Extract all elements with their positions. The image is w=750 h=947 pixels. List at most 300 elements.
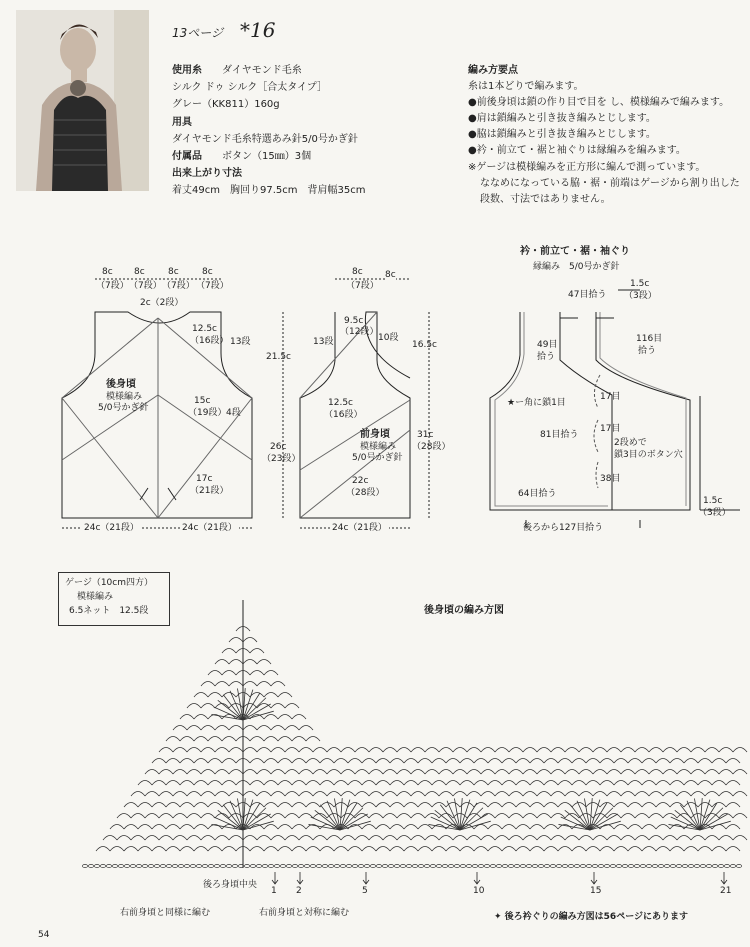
chain-loop <box>432 803 446 808</box>
edging-pick-47: 47目拾う <box>568 290 607 300</box>
foundation-chain <box>706 864 711 867</box>
row-arrow <box>591 872 597 884</box>
foundation-chain <box>172 864 177 867</box>
chain-loop <box>649 792 663 797</box>
chain-loop <box>292 759 306 764</box>
chain-loop <box>642 825 656 830</box>
chain-loop <box>236 671 250 676</box>
front-rows-13: 13段 <box>313 337 334 347</box>
chain-loop <box>271 682 285 687</box>
chain-loop <box>383 770 397 775</box>
edging-n17b: 17目 <box>600 424 621 434</box>
chain-loop <box>677 792 691 797</box>
chain-loop <box>187 704 201 709</box>
chain-loop <box>600 847 614 852</box>
chain-loop <box>348 847 362 852</box>
chain-loop <box>635 770 649 775</box>
edging-title: 衿・前立て・裾・袖ぐり <box>520 246 630 257</box>
foundation-chain <box>190 864 195 867</box>
chain-loop <box>208 671 222 676</box>
chain-loop <box>250 671 264 676</box>
back-shoulder-rows: （16段） <box>190 336 229 346</box>
chain-loop <box>278 737 292 742</box>
chain-loop <box>159 770 173 775</box>
chain-loop <box>327 770 341 775</box>
foundation-chain <box>736 864 741 867</box>
chain-loop <box>530 847 544 852</box>
foundation-chain <box>136 864 141 867</box>
chain-loop <box>243 660 257 665</box>
chain-loop <box>579 770 593 775</box>
row-arrow <box>721 872 727 884</box>
foundation-chain <box>244 864 249 867</box>
foundation-chain <box>340 864 345 867</box>
foundation-chain <box>538 864 543 867</box>
chain-loop <box>166 737 180 742</box>
chain-loop <box>362 825 376 830</box>
chain-loop <box>341 770 355 775</box>
edging-from-back: 後ろから127目拾う <box>523 523 604 533</box>
chain-loop <box>691 836 705 841</box>
chain-loop <box>733 814 747 819</box>
foundation-chain <box>502 864 507 867</box>
chain-loop <box>530 781 544 786</box>
chain-loop <box>460 847 474 852</box>
foundation-chain <box>496 864 501 867</box>
chain-loop <box>145 814 159 819</box>
chain-loop <box>691 770 705 775</box>
chain-loop <box>362 803 376 808</box>
chain-loop <box>201 682 215 687</box>
chain-loop <box>614 847 628 852</box>
foundation-chain <box>730 864 735 867</box>
chain-loop <box>726 781 740 786</box>
foundation-chain <box>364 864 369 867</box>
chain-loop <box>299 792 313 797</box>
chain-loop <box>684 781 698 786</box>
chain-loop <box>726 803 740 808</box>
chain-loop <box>138 825 152 830</box>
chain-loop <box>628 847 642 852</box>
pattern-number: *16 <box>240 18 276 42</box>
foundation-chain <box>514 864 519 867</box>
chain-loop <box>152 759 166 764</box>
chain-loop <box>712 847 726 852</box>
chain-loop <box>376 803 390 808</box>
chain-loop <box>488 759 502 764</box>
chain-loop <box>201 770 215 775</box>
chain-loop <box>733 836 747 841</box>
howto-title: 編み方要点 <box>468 65 518 76</box>
chain-loop <box>250 759 264 764</box>
foundation-chain <box>526 864 531 867</box>
back-rows-4: 4段 <box>226 408 241 418</box>
chain-loop <box>124 825 138 830</box>
chain-loop <box>502 759 516 764</box>
chain-loop <box>621 836 635 841</box>
chain-loop <box>320 781 334 786</box>
front-rows-10: 10段 <box>378 333 399 343</box>
chain-loop <box>229 748 243 753</box>
foundation-chain <box>130 864 135 867</box>
foundation-chain <box>166 864 171 867</box>
chain-loop <box>278 759 292 764</box>
chain-loop <box>453 748 467 753</box>
foundation-chain <box>634 864 639 867</box>
foundation-chain <box>280 864 285 867</box>
chain-loop <box>292 781 306 786</box>
chain-loop <box>684 759 698 764</box>
chain-loop <box>404 759 418 764</box>
chain-loop <box>663 814 677 819</box>
chain-loop <box>663 836 677 841</box>
chain-loop <box>572 781 586 786</box>
chain-loop <box>432 781 446 786</box>
foundation-chain <box>574 864 579 867</box>
chain-loop <box>719 770 733 775</box>
chain-loop <box>649 770 663 775</box>
chain-loop <box>733 770 747 775</box>
foundation-chain <box>676 864 681 867</box>
chain-loop <box>313 770 327 775</box>
edging-width-top-rows: （3段） <box>624 291 657 301</box>
chain-loop <box>215 660 229 665</box>
back-bottom-left: 24c（21段） <box>84 523 139 533</box>
row-arrow <box>272 872 278 884</box>
chain-loop <box>215 748 229 753</box>
chain-loop <box>187 792 201 797</box>
chain-loop <box>334 759 348 764</box>
chain-loop <box>348 759 362 764</box>
chain-loop <box>635 836 649 841</box>
edging-pick-116b: 拾う <box>638 346 657 356</box>
chain-loop <box>271 726 285 731</box>
gauge-value: 6.5ネット 12.5段 <box>69 606 149 616</box>
chain-loop <box>138 803 152 808</box>
foundation-chain <box>580 864 585 867</box>
chain-loop <box>446 847 460 852</box>
chain-loop <box>306 781 320 786</box>
chain-loop <box>418 803 432 808</box>
chain-loop <box>271 770 285 775</box>
chart-legend-right: 右前身頃と対称に編む <box>259 908 350 918</box>
chain-loop <box>544 803 558 808</box>
chain-loop <box>306 803 320 808</box>
chain-loop <box>180 759 194 764</box>
foundation-chain <box>622 864 627 867</box>
gauge-title: ゲージ（10cm四方） <box>65 578 153 588</box>
chain-loop <box>362 759 376 764</box>
chain-loop <box>663 748 677 753</box>
chain-loop <box>614 825 628 830</box>
edging-width-bottom-rows: （3段） <box>698 508 731 518</box>
chain-loop <box>488 803 502 808</box>
chain-loop <box>229 638 243 643</box>
chain-loop <box>376 759 390 764</box>
chain-loop <box>397 792 411 797</box>
foundation-chain <box>316 864 321 867</box>
foundation-chain <box>442 864 447 867</box>
chain-loop <box>187 748 201 753</box>
back-body-needle: 5/0号かぎ針 <box>98 403 149 413</box>
edging-pick-49: 49目 <box>537 340 558 350</box>
chain-loop <box>600 759 614 764</box>
chain-loop <box>201 748 215 753</box>
chain-loop <box>173 814 187 819</box>
foundation-chain <box>346 864 351 867</box>
chain-loop <box>726 847 740 852</box>
chain-loop <box>565 836 579 841</box>
chain-loop <box>656 759 670 764</box>
foundation-chain <box>124 864 129 867</box>
back-body-stitch: 模様編み <box>106 392 143 402</box>
chain-loop <box>355 770 369 775</box>
chain-loop <box>516 825 530 830</box>
foundation-chain <box>376 864 381 867</box>
chain-loop <box>292 715 306 720</box>
chain-loop <box>509 814 523 819</box>
row-arrow <box>363 872 369 884</box>
chain-loop <box>593 748 607 753</box>
chain-loop <box>537 770 551 775</box>
foundation-chain <box>184 864 189 867</box>
chain-loop <box>327 748 341 753</box>
chain-loop <box>558 847 572 852</box>
chain-loop <box>222 649 236 654</box>
back-total-height-rows: （23段） <box>262 454 301 464</box>
chain-loop <box>530 803 544 808</box>
foundation-chain <box>628 864 633 867</box>
chain-loop <box>523 792 537 797</box>
howto-step: ●前後身頃は鎖の作り目で目を し、模様編みで編みます。 <box>468 97 730 108</box>
chain-loop <box>278 847 292 852</box>
foundation-chain <box>544 864 549 867</box>
chain-loop <box>523 836 537 841</box>
foundation-chain <box>460 864 465 867</box>
back-top-width: 8c <box>134 267 145 277</box>
front-body-title: 前身頃 <box>360 429 390 440</box>
chain-loop <box>194 781 208 786</box>
chain-loop <box>411 792 425 797</box>
foundation-chain <box>646 864 651 867</box>
chain-loop <box>565 770 579 775</box>
chain-loop <box>404 825 418 830</box>
chain-loop <box>719 748 733 753</box>
foundation-chain <box>310 864 315 867</box>
page-number: 54 <box>38 930 50 940</box>
back-bottom: 17c <box>196 474 213 484</box>
chain-loop <box>642 847 656 852</box>
chain-loop <box>264 737 278 742</box>
back-top-width: 8c <box>202 267 213 277</box>
back-bottom-rows: （21段） <box>190 486 229 496</box>
chain-loop <box>418 781 432 786</box>
chain-loop <box>313 836 327 841</box>
chain-loop <box>159 748 173 753</box>
chain-loop <box>166 781 180 786</box>
back-top-rows: （7段） <box>96 281 129 291</box>
foundation-chain <box>508 864 513 867</box>
foundation-chain <box>700 864 705 867</box>
back-top-width: 8c <box>168 267 179 277</box>
chain-loop <box>467 770 481 775</box>
foundation-chain <box>712 864 717 867</box>
chain-loop <box>390 825 404 830</box>
chain-loop <box>474 759 488 764</box>
chain-loop <box>208 693 222 698</box>
back-top-rows: （7段） <box>196 281 229 291</box>
foundation-chain <box>334 864 339 867</box>
chain-loop <box>194 825 208 830</box>
chain-loop <box>229 726 243 731</box>
chain-loop <box>355 836 369 841</box>
edging-width-bottom: 1.5c <box>703 496 723 506</box>
chain-loop <box>285 704 299 709</box>
chain-loop <box>586 781 600 786</box>
chain-loop <box>187 814 201 819</box>
foundation-chain <box>196 864 201 867</box>
back-bottom-right: 24c（21段） <box>182 523 237 533</box>
row-number: 15 <box>590 886 602 896</box>
howto-step: ●脇は鎖編みと引き抜き編みとじします。 <box>468 129 656 140</box>
chain-loop <box>187 726 201 731</box>
chain-loop <box>425 836 439 841</box>
page-ref: 13ページ <box>172 26 224 40</box>
chain-loop <box>390 847 404 852</box>
row-number: 1 <box>271 886 277 896</box>
front-bottom-rows: （28段） <box>346 488 385 498</box>
chain-loop <box>229 792 243 797</box>
chain-loop <box>222 781 236 786</box>
chain-loop <box>537 792 551 797</box>
chain-loop <box>551 814 565 819</box>
chain-loop <box>698 781 712 786</box>
chart-title: 後身頃の編み方図 <box>424 605 504 616</box>
chain-loop <box>712 803 726 808</box>
chain-loop <box>145 792 159 797</box>
chain-loop <box>425 770 439 775</box>
chain-loop <box>376 847 390 852</box>
chain-loop <box>628 781 642 786</box>
chain-loop <box>215 770 229 775</box>
chain-loop <box>719 836 733 841</box>
chain-loop <box>264 825 278 830</box>
back-total-height: 26c <box>270 442 287 452</box>
chain-loop <box>404 781 418 786</box>
chain-loop <box>166 759 180 764</box>
chain-loop <box>320 847 334 852</box>
chain-loop <box>376 781 390 786</box>
row-number: 2 <box>296 886 302 896</box>
chain-loop <box>313 792 327 797</box>
chain-loop <box>579 792 593 797</box>
chain-loop <box>593 836 607 841</box>
foundation-chain <box>652 864 657 867</box>
yarn-name: シルク ドゥ シルク［合太タイプ］ <box>172 82 328 93</box>
chain-loop <box>663 792 677 797</box>
chain-loop <box>502 825 516 830</box>
chain-loop <box>173 836 187 841</box>
chain-loop <box>152 803 166 808</box>
chain-loop <box>250 847 264 852</box>
edging-width-top: 1.5c <box>630 279 650 289</box>
chain-loop <box>425 792 439 797</box>
foundation-chain <box>262 864 267 867</box>
chain-loop <box>509 748 523 753</box>
chain-loop <box>614 781 628 786</box>
chain-loop <box>628 803 642 808</box>
chain-loop <box>544 759 558 764</box>
foundation-chain <box>610 864 615 867</box>
chain-loop <box>488 781 502 786</box>
chain-loop <box>495 836 509 841</box>
edging-pick-116: 116目 <box>636 334 663 344</box>
chain-loop <box>425 748 439 753</box>
foundation-chain <box>598 864 603 867</box>
foundation-chain <box>292 864 297 867</box>
chain-loop <box>621 814 635 819</box>
foundation-chain <box>436 864 441 867</box>
chain-loop <box>635 748 649 753</box>
foundation-chain <box>142 864 147 867</box>
chain-loop <box>614 759 628 764</box>
chain-loop <box>530 759 544 764</box>
chain-loop <box>257 660 271 665</box>
chain-loop <box>642 781 656 786</box>
chain-loop <box>110 825 124 830</box>
yarn-label: 使用糸 <box>172 65 202 76</box>
chain-loop <box>705 836 719 841</box>
foundation-chain <box>670 864 675 867</box>
foundation-chain <box>88 864 93 867</box>
chain-loop <box>495 770 509 775</box>
chain-loop <box>509 770 523 775</box>
chain-loop <box>194 693 208 698</box>
chain-loop <box>271 814 285 819</box>
foundation-chain <box>238 864 243 867</box>
chain-loop <box>264 803 278 808</box>
chain-loop <box>355 792 369 797</box>
chain-loop <box>495 748 509 753</box>
gauge-stitch: 模様編み <box>77 592 114 602</box>
chain-loop <box>537 748 551 753</box>
chain-loop <box>250 737 264 742</box>
chain-loop <box>495 792 509 797</box>
chain-loop <box>243 836 257 841</box>
chain-loop <box>369 836 383 841</box>
front-bottom-width: 24c（21段） <box>332 523 387 533</box>
chain-loop <box>243 814 257 819</box>
chain-loop <box>194 715 208 720</box>
foundation-chain <box>214 864 219 867</box>
chain-loop <box>397 770 411 775</box>
chain-loop <box>481 814 495 819</box>
back-armhole-height: 21.5c <box>266 352 291 362</box>
chain-loop <box>663 770 677 775</box>
chain-loop <box>460 781 474 786</box>
chain-loop <box>649 748 663 753</box>
chain-loop <box>383 792 397 797</box>
foundation-chain <box>592 864 597 867</box>
chain-loop <box>712 759 726 764</box>
chain-loop <box>285 814 299 819</box>
chain-loop <box>530 825 544 830</box>
chain-loop <box>145 836 159 841</box>
chain-loop <box>285 836 299 841</box>
chain-loop <box>551 792 565 797</box>
chain-loop <box>257 748 271 753</box>
chain-loop <box>222 759 236 764</box>
